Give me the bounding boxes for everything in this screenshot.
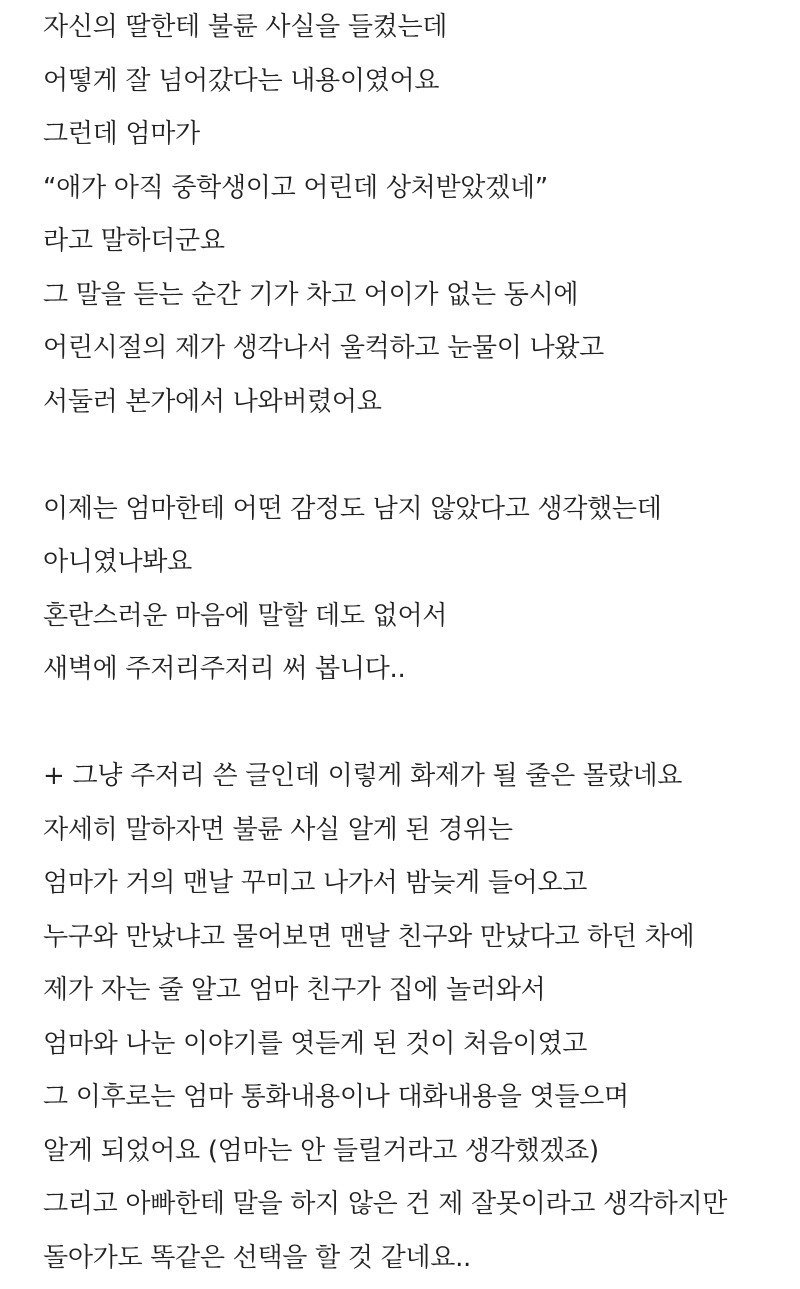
post-line: 돌아가도 똑같은 선택을 할 것 같네요.. (43, 1236, 800, 1289)
blank-line (43, 701, 800, 755)
post-line: “애가 아직 중학생이고 어린데 상처받았겠네” (43, 166, 800, 220)
post-line: 엄마가 거의 맨날 꾸미고 나가서 밤늦게 들어오고 (43, 861, 800, 915)
post-line: 새벽에 주저리주저리 써 봅니다.. (43, 647, 800, 701)
post-line: 누구와 만났냐고 물어보면 맨날 친구와 만났다고 하던 차에 (43, 915, 800, 969)
post-line: 서둘러 본가에서 나와버렸어요 (43, 380, 800, 434)
post-line: 라고 말하더군요 (43, 219, 800, 273)
post-line: 그런데 엄마가 (43, 112, 800, 166)
post-line: 어떻게 잘 넘어갔다는 내용이였어요 (43, 59, 800, 113)
post-line: 제가 자는 줄 알고 엄마 친구가 집에 놀러와서 (43, 968, 800, 1022)
blank-line (43, 433, 800, 487)
post-line: 자세히 말하자면 불륜 사실 알게 된 경위는 (43, 808, 800, 862)
post-line: 알게 되었어요 (엄마는 안 들릴거라고 생각했겠죠) (43, 1129, 800, 1183)
post-line: 자신의 딸한테 불륜 사실을 들켰는데 (43, 5, 800, 59)
post-line: 아니였나봐요 (43, 540, 800, 594)
post-line: 혼란스러운 마음에 말할 데도 없어서 (43, 594, 800, 648)
post-line: 그 이후로는 엄마 통화내용이나 대화내용을 엿들으며 (43, 1075, 800, 1129)
post-line: 엄마와 나눈 이야기를 엿듣게 된 것이 처음이였고 (43, 1022, 800, 1076)
post-line: + 그냥 주저리 쓴 글인데 이렇게 화제가 될 줄은 몰랐네요 (43, 754, 800, 808)
post-line: 이제는 엄마한테 어떤 감정도 남지 않았다고 생각했는데 (43, 487, 800, 541)
post-line: 그리고 아빠한테 말을 하지 않은 건 제 잘못이라고 생각하지만 (43, 1182, 800, 1236)
post-line: 어린시절의 제가 생각나서 울컥하고 눈물이 나왔고 (43, 326, 800, 380)
post-line: 그 말을 듣는 순간 기가 차고 어이가 없는 동시에 (43, 273, 800, 327)
